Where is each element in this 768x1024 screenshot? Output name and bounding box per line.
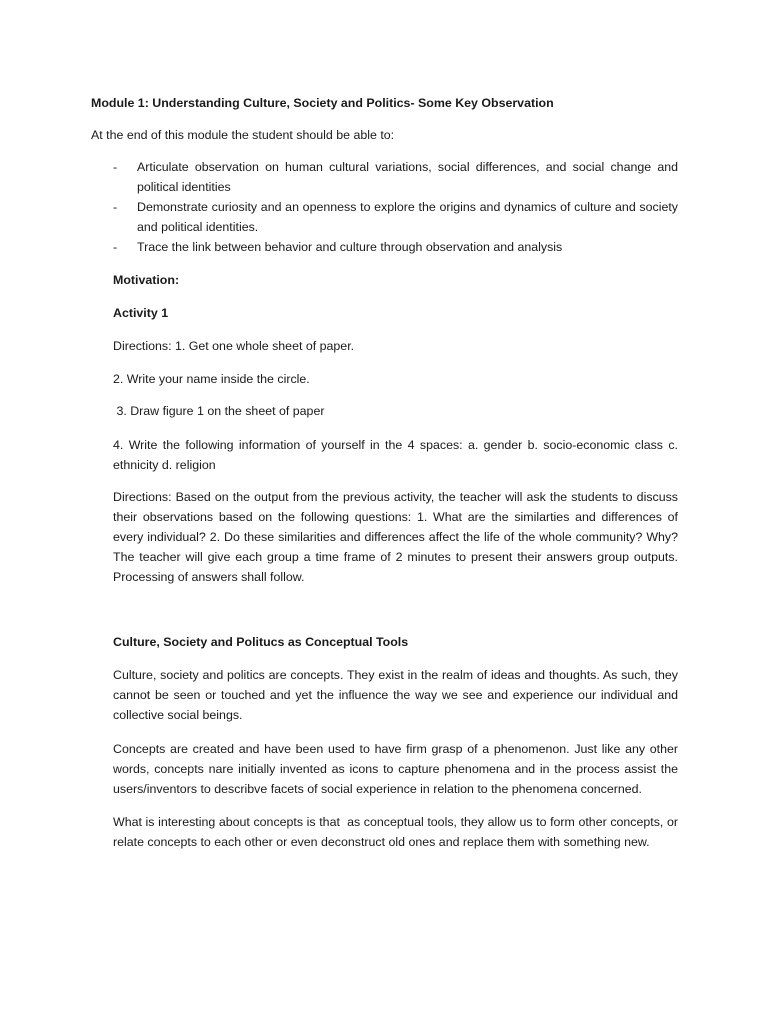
objective-text: Articulate observation on human cultural variations, social differences, and social change and political identities [137,160,678,194]
section-paragraph-2: Concepts are created and have been used to have firm grasp of a phenomenon. Just like any other words, concepts nare initially invented as icons to capture phenomena and in the process assist the users/inventors to describve facets of social experience in relation to the phenomena concerned. [113,742,678,796]
activity-directions: Directions: Based on the output from the previous activity, the teacher will ask the students to discuss their observations based on the following questions: 1. What are the similarties and differences of every individual? 2. Do these similarities and differences affect the life of the whole community? Why? The teacher will give each group a time frame of 2 minutes to present their answers group outputs. Processing of answers shall follow. [113,490,678,584]
module-intro: At the end of this module the student should be able to: [91,128,395,142]
activity-step-1: Directions: 1. Get one whole sheet of paper. [113,339,355,353]
objective-item [113,157,678,197]
section-paragraph-3: What is interesting about concepts is that as conceptual tools, they allow us to form other concepts, or relate concepts to each other or even deconstruct old ones and replace them with something new. [113,815,682,849]
objective-item [113,197,678,237]
section-paragraph-1: Culture, society and politics are concepts. They exist in the realm of ideas and thoughts. As such, they cannot be seen or touched and yet the influence the way we see and experience our individual and collective social beings. [113,668,678,722]
motivation-heading: Motivation: [113,273,180,287]
activity-heading: Activity 1 [113,306,169,320]
objective-text: Trace the link between behavior and culture through observation and analysis [137,240,563,254]
objective-text: Demonstrate curiosity and an openness to explore the origins and dynamics of culture and society and political identities. [137,200,678,234]
activity-step-2: 2. Write your name inside the circle. [113,372,310,386]
objectives-list [113,157,678,257]
activity-step-3: 3. Draw figure 1 on the sheet of paper [113,404,325,418]
module-title: Module 1: Understanding Culture, Society and Politics- Some Key Observation [91,96,554,110]
bullet-dash: - [113,200,118,214]
objective-item [113,237,678,257]
activity-step-4: 4. Write the following information of yourself in the 4 spaces: a. gender b. socio-economic class c. ethnicity d. religion [113,438,678,472]
bullet-dash: - [113,160,118,174]
section-heading: Culture, Society and Politucs as Conceptual Tools [113,635,409,649]
bullet-dash: - [113,240,118,254]
